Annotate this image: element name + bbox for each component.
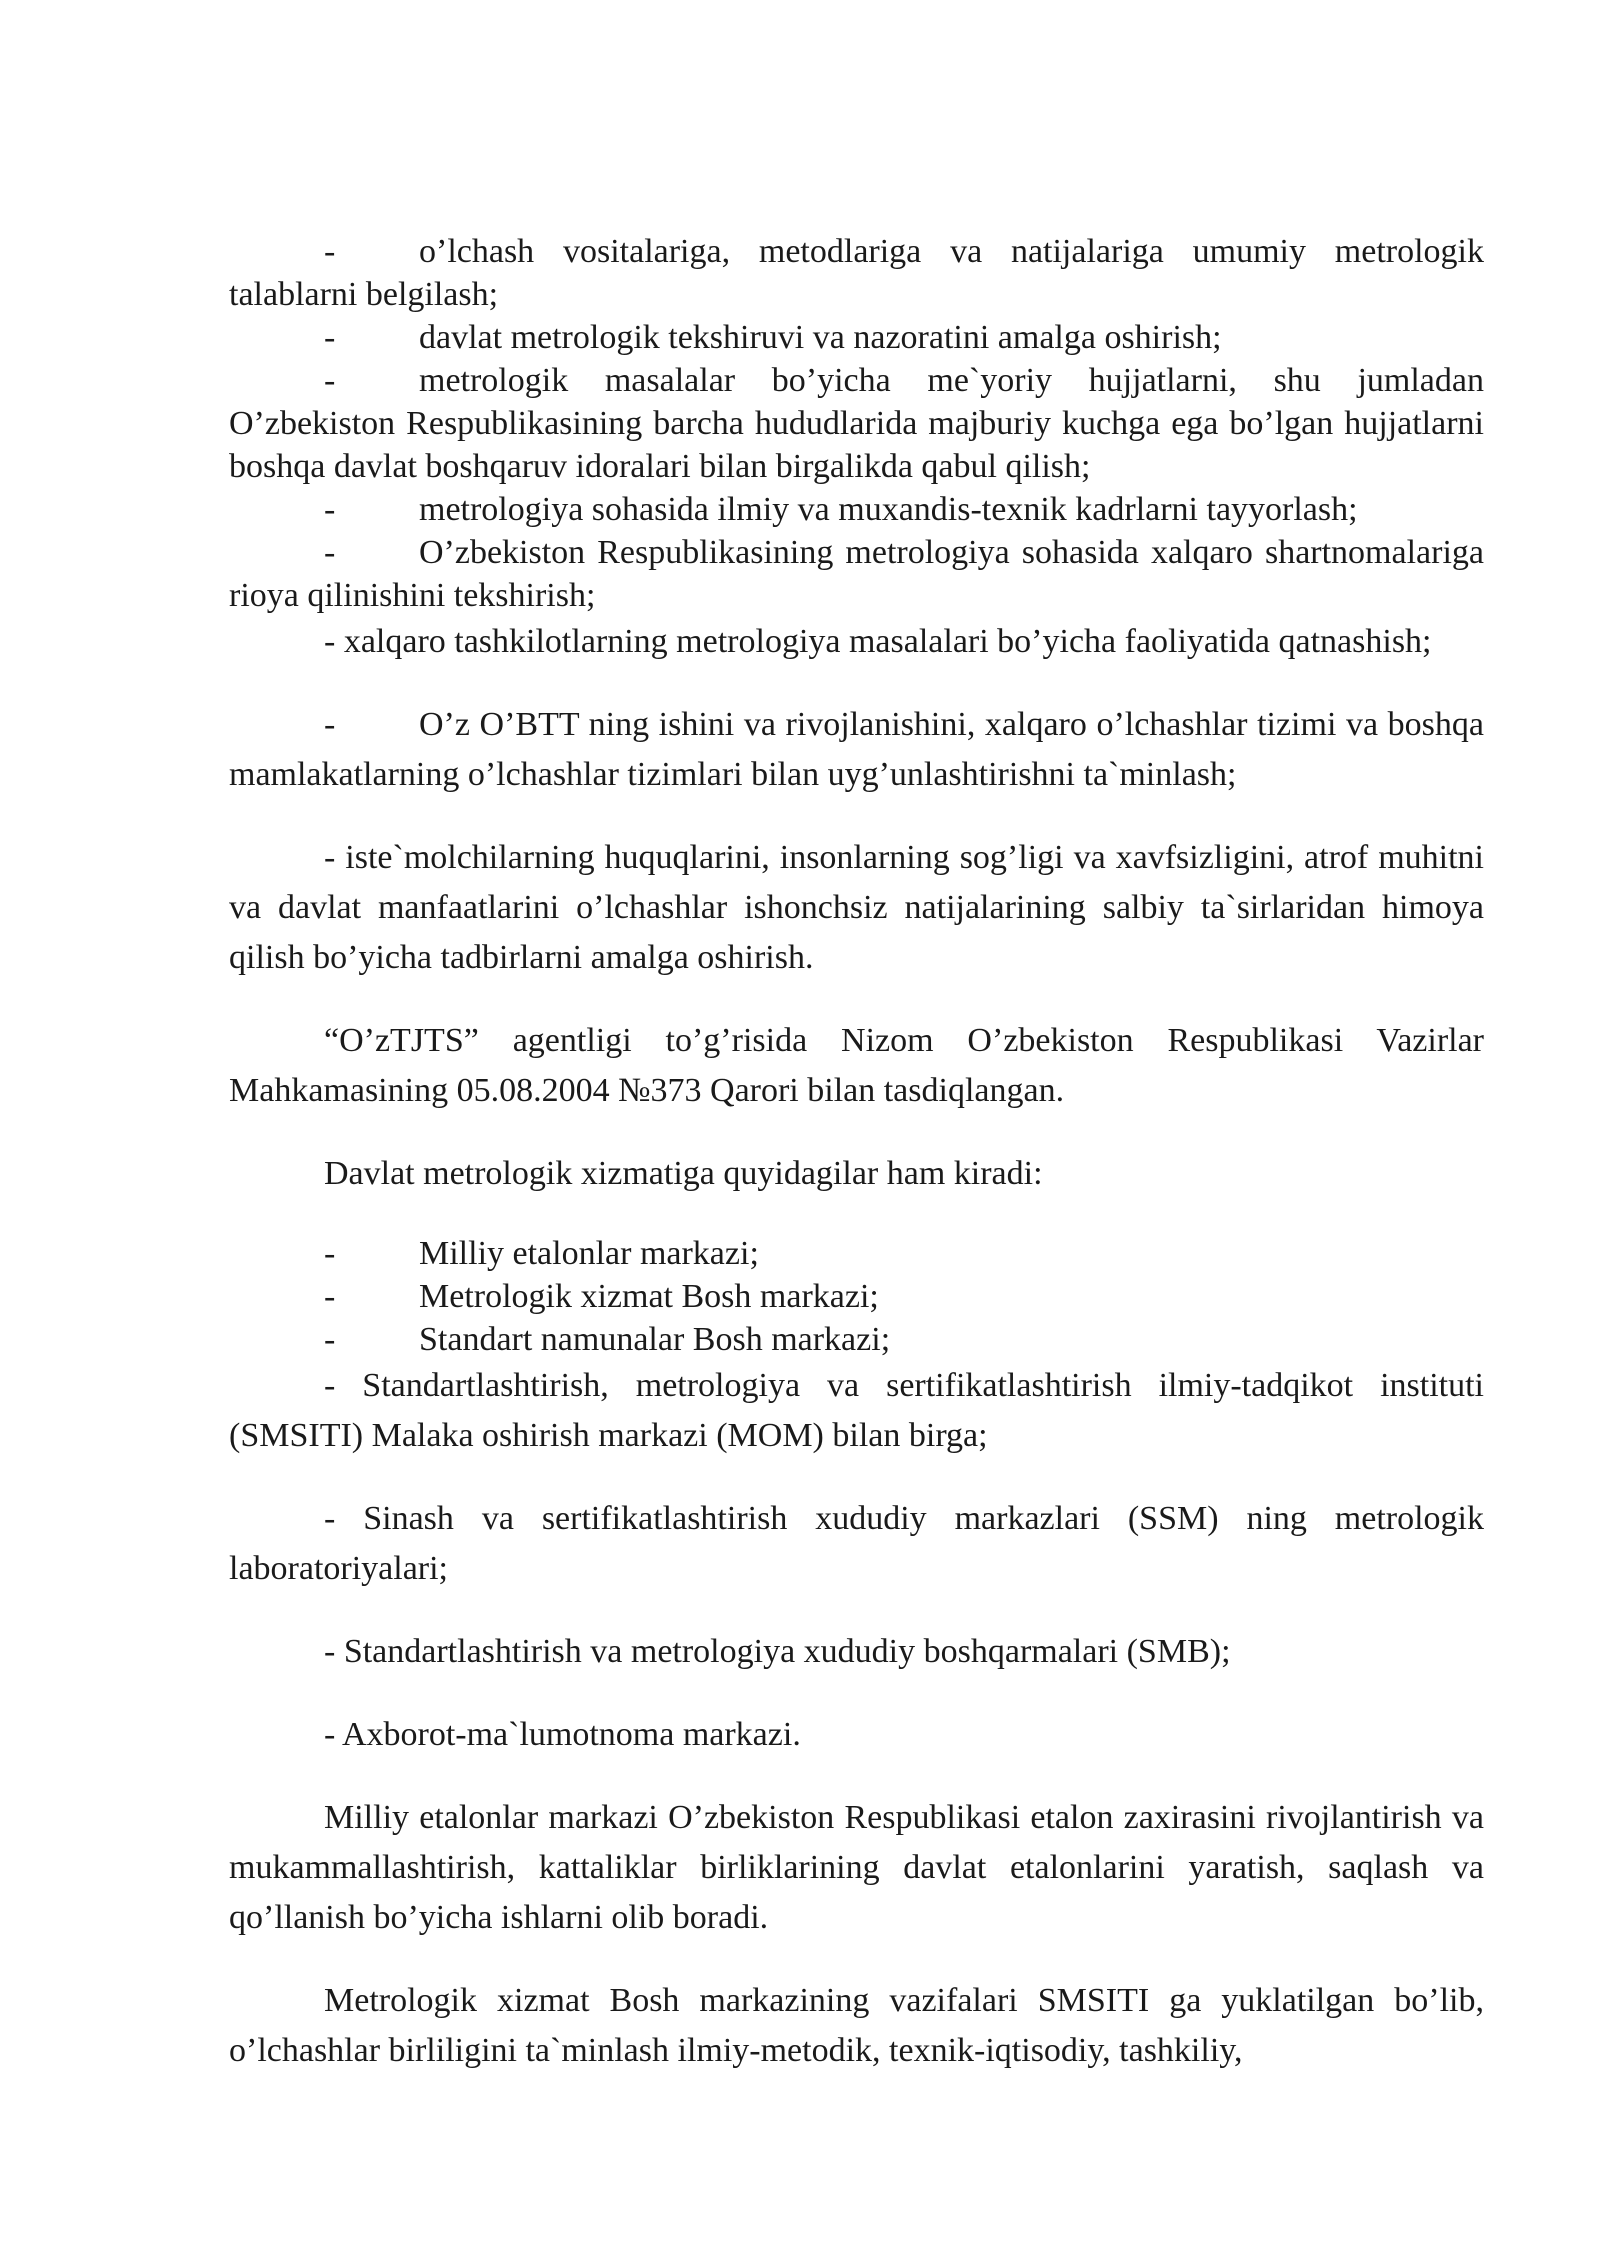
dash-marker: - [324, 706, 336, 743]
list-item [229, 230, 1484, 316]
list-item-text: metrologiya sohasida ilmiy va muxandis-texnik kadrlarni tayyorlash; [419, 491, 1358, 528]
dash-marker: - [324, 534, 336, 571]
list-item-text: O’zbekiston Respublikasining metrologiya sohasida xalqaro shartnomalariga rioya qilinishini tekshirish; [229, 534, 1484, 614]
dash-marker: - [324, 362, 336, 399]
document-page [229, 230, 1484, 2076]
list-item [229, 359, 1484, 488]
list-item-text: metrologik masalalar bo’yicha me`yoriy hujjatlarni, shu jumladan O’zbekiston Respublikasining barcha hududlarida majburiy kuchga ega bo’lgan hujjatlarni boshqa davlat boshqaruv idoralari bilan birgalikda qabul qilish; [229, 362, 1484, 485]
dash-marker: - [324, 233, 336, 270]
body-paragraph: Davlat metrologik xizmatiga quyidagilar ham kiradi: [324, 1155, 1043, 1192]
list-item [229, 531, 1484, 617]
body-paragraph: Milliy etalonlar markazi O’zbekiston Respublikasi etalon zaxirasini rivojlantirish va mukammallashtirish, kattaliklar birliklarining davlat etalonlarini yaratish, saqlash va qo’llanish bo’yicha ishlarni olib boradi. [229, 1799, 1484, 1936]
list-item: - Axborot-ma`lumotnoma markazi. [324, 1716, 801, 1753]
dash-marker: - [324, 1278, 336, 1315]
list-item-text: Metrologik xizmat Bosh markazi; [419, 1278, 879, 1315]
list-item: - Standartlashtirish, metrologiya va sertifikatlashtirish ilmiy-tadqikot instituti (SMSITI) Malaka oshirish markazi (MOM) bilan birga; [229, 1367, 1484, 1454]
list-item [229, 1275, 1484, 1318]
dash-marker: - [324, 1321, 336, 1358]
list-item: - iste`molchilarning huquqlarini, insonlarning sog’ligi va xavfsizligini, atrof muhitni va davlat manfaatlarini o’lchashlar ishonchsiz natijalarining salbiy ta`sirlaridan himoya qilish bo’yicha tadbirlarni amalga oshirish. [229, 839, 1484, 976]
dash-marker: - [324, 491, 336, 528]
list-item-text: davlat metrologik tekshiruvi va nazoratini amalga oshirish; [419, 319, 1222, 356]
dash-marker: - [324, 1235, 336, 1272]
list-item [229, 700, 1484, 800]
body-paragraph: “O’zTJTS” agentligi to’g’risida Nizom O’zbekiston Respublikasi Vazirlar Mahkamasining 05.08.2004 №373 Qarori bilan tasdiqlangan. [229, 1022, 1484, 1109]
list-item [229, 1318, 1484, 1361]
body-paragraph: Metrologik xizmat Bosh markazining vazifalari SMSITI ga yuklatilgan bo’lib, o’lchashlar birliligini ta`minlash ilmiy-metodik, texnik-iqtisodiy, tashkiliy, [229, 1982, 1484, 2069]
list-item-text: o’lchash vositalariga, metodlariga va natijalariga umumiy metrologik talablarni belgilash; [229, 233, 1484, 313]
list-item-text: O’z O’BTT ning ishini va rivojlanishini, xalqaro o’lchashlar tizimi va boshqa mamlakatlarning o’lchashlar tizimlari bilan uyg’unlashtirishni ta`minlash; [229, 706, 1484, 793]
list-item: - xalqaro tashkilotlarning metrologiya masalalari bo’yicha faoliyatida qatnashish; [324, 623, 1432, 660]
list-item: - Sinash va sertifikatlashtirish xududiy markazlari (SSM) ning metrologik laboratoriyalari; [229, 1500, 1484, 1587]
list-item [229, 488, 1484, 531]
list-item-text: Standart namunalar Bosh markazi; [419, 1321, 891, 1358]
list-item [229, 316, 1484, 359]
dash-marker: - [324, 319, 336, 356]
list-item-text: Milliy etalonlar markazi; [419, 1235, 759, 1272]
list-item [229, 1232, 1484, 1275]
list-item: - Standartlashtirish va metrologiya xududiy boshqarmalari (SMB); [324, 1633, 1231, 1670]
